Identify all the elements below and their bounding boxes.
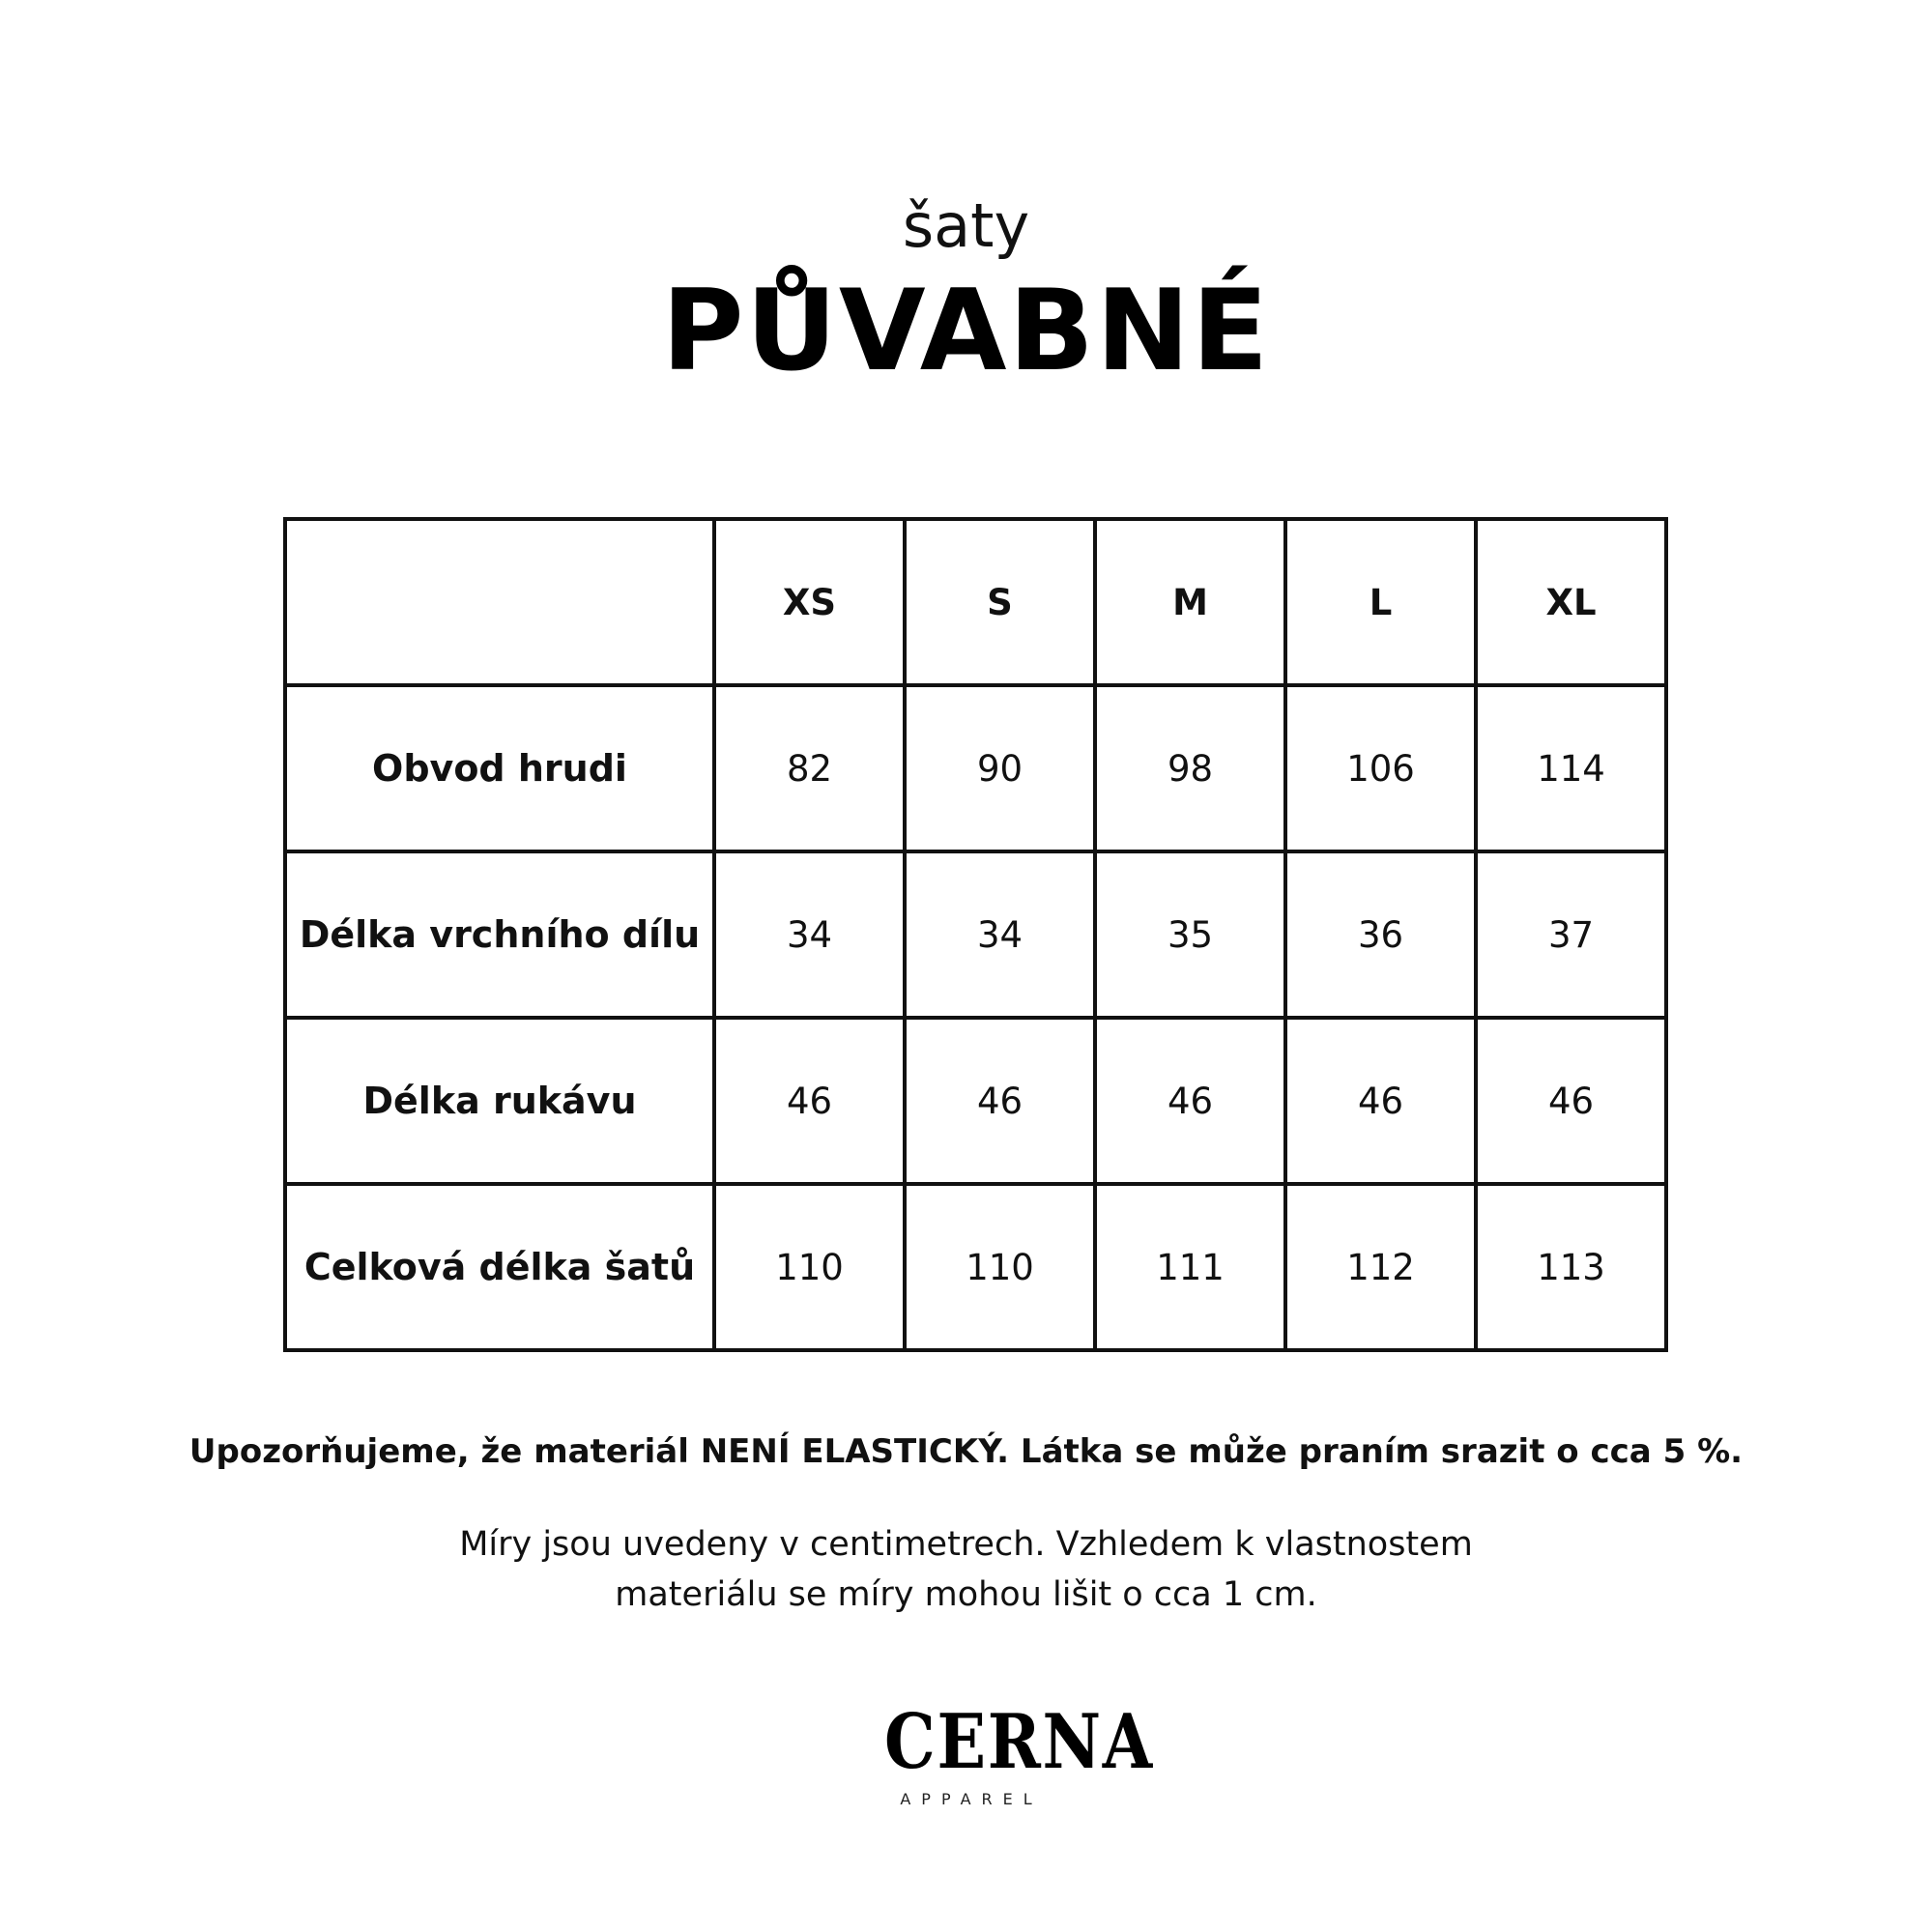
size-header-xs: XS bbox=[714, 519, 905, 685]
table-cell: 46 bbox=[714, 1018, 905, 1184]
measurement-note-line-1: Míry jsou uvedeny v centimetrech. Vzhledem k vlastnostem bbox=[459, 1525, 1473, 1564]
table-cell: 82 bbox=[714, 685, 905, 851]
table-row bbox=[285, 1184, 1666, 1350]
product-title: PŮVABNÉ bbox=[661, 266, 1271, 396]
table-cell: 35 bbox=[1095, 851, 1285, 1018]
table-cell: 46 bbox=[1285, 1018, 1476, 1184]
size-header-l: L bbox=[1285, 519, 1476, 685]
table-cell: 106 bbox=[1285, 685, 1476, 851]
size-header-xl: XL bbox=[1476, 519, 1666, 685]
table-cell: 36 bbox=[1285, 851, 1476, 1018]
table-cell: 46 bbox=[1476, 1018, 1666, 1184]
table-cell: 114 bbox=[1476, 685, 1666, 851]
row-label: Délka rukávu bbox=[285, 1018, 714, 1184]
brand-logo-mark: CERNA bbox=[884, 1698, 1154, 1786]
table-row bbox=[285, 851, 1666, 1018]
row-label: Délka vrchního dílu bbox=[285, 851, 714, 1018]
table-cell: 112 bbox=[1285, 1184, 1476, 1350]
table-cell: 110 bbox=[905, 1184, 1095, 1350]
material-warning: Upozorňujeme, že materiál NENÍ ELASTICKÝ. Látka se může praním srazit o cca 5 %. bbox=[188, 1432, 1744, 1471]
table-cell: 98 bbox=[1095, 685, 1285, 851]
table-header-row bbox=[285, 519, 1666, 685]
size-table bbox=[283, 517, 1668, 1352]
table-cell: 37 bbox=[1476, 851, 1666, 1018]
measurement-note bbox=[0, 1519, 1932, 1620]
table-row bbox=[285, 685, 1666, 851]
table-cell: 110 bbox=[714, 1184, 905, 1350]
table-cell: 34 bbox=[905, 851, 1095, 1018]
brand-logo bbox=[870, 1698, 1154, 1815]
product-type: šaty bbox=[902, 190, 1030, 261]
measurement-note-line-2: materiálu se míry mohou lišit o cca 1 cm. bbox=[615, 1575, 1317, 1614]
table-corner-cell bbox=[285, 519, 714, 685]
table-row bbox=[285, 1018, 1666, 1184]
table-cell: 46 bbox=[1095, 1018, 1285, 1184]
table-cell: 111 bbox=[1095, 1184, 1285, 1350]
table-cell: 90 bbox=[905, 685, 1095, 851]
row-label: Obvod hrudi bbox=[285, 685, 714, 851]
size-header-m: M bbox=[1095, 519, 1285, 685]
size-header-s: S bbox=[905, 519, 1095, 685]
table-cell: 46 bbox=[905, 1018, 1095, 1184]
brand-logo-subtitle: APPAREL bbox=[900, 1790, 1043, 1808]
table-cell: 34 bbox=[714, 851, 905, 1018]
table-cell: 113 bbox=[1476, 1184, 1666, 1350]
row-label: Celková délka šatů bbox=[285, 1184, 714, 1350]
